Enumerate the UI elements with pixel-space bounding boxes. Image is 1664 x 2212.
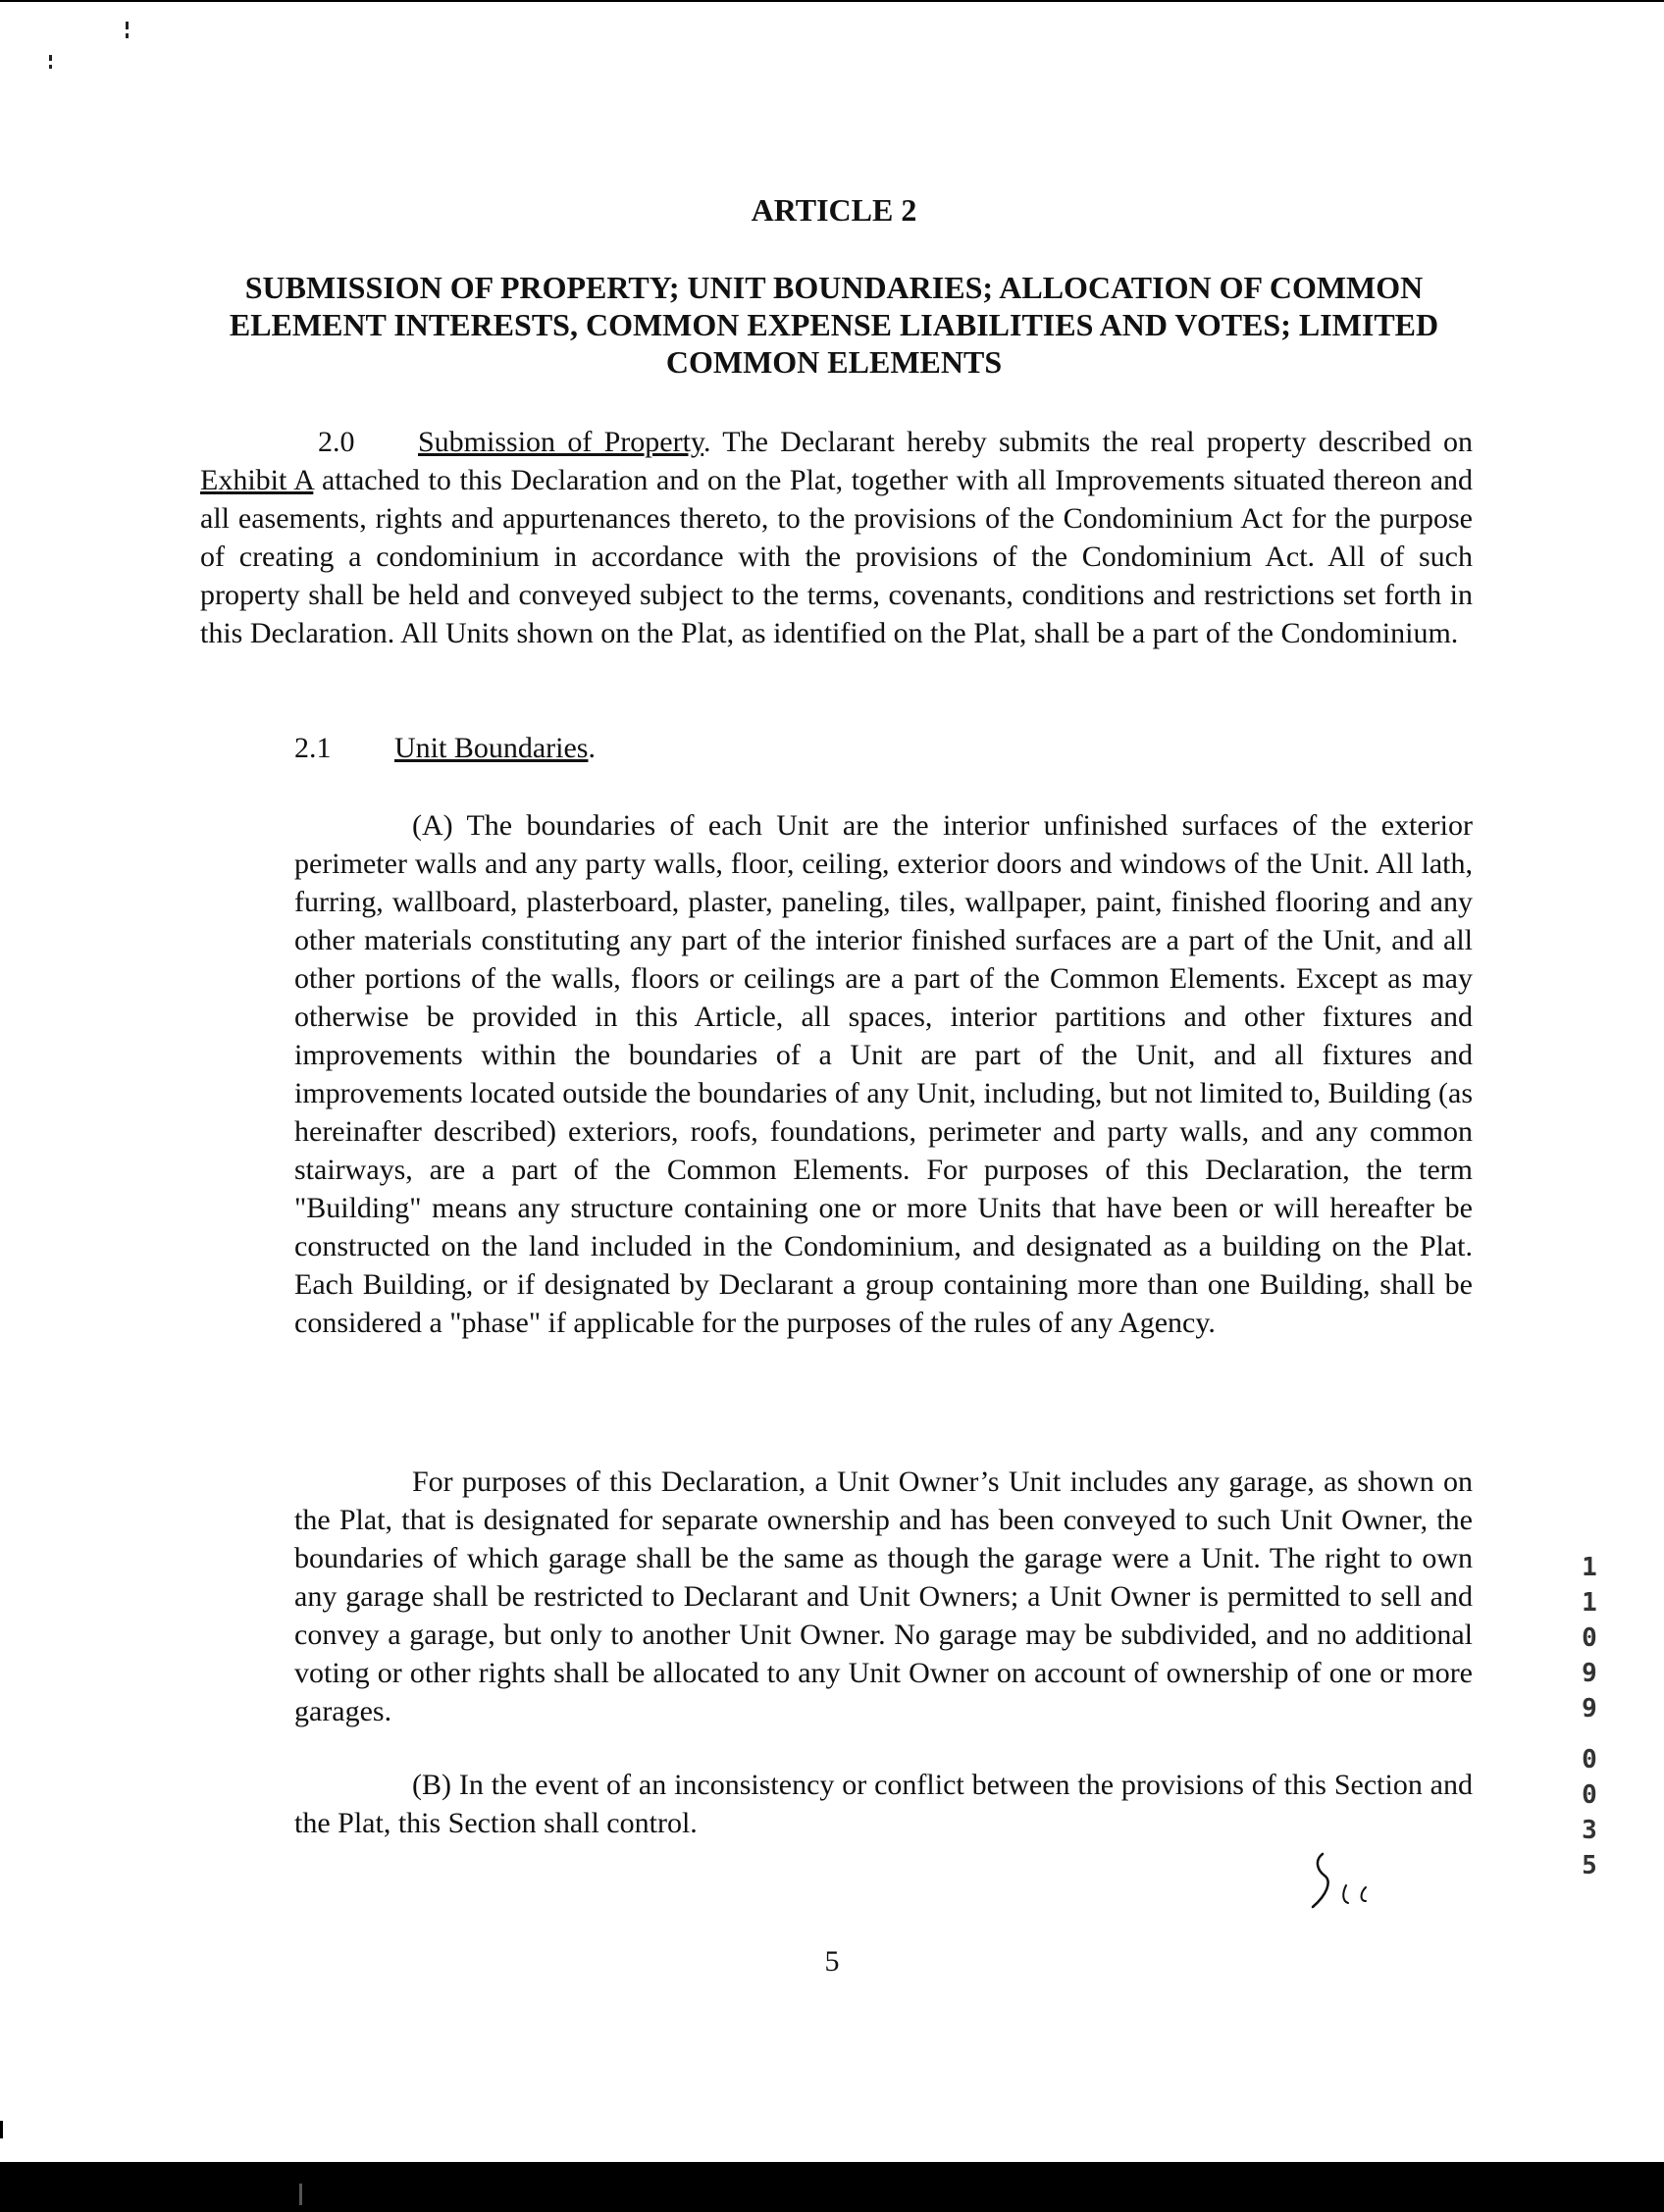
scan-speck bbox=[126, 22, 129, 29]
section-number: 2.0 bbox=[318, 426, 355, 458]
section-heading: Submission of Property bbox=[418, 426, 703, 458]
article-subtitle: SUBMISSION OF PROPERTY; UNIT BOUNDARIES; ALLOCATION OF COMMON ELEMENT INTERESTS, COMMON EXPENSE LIABILITIES AND VOTES; LIMITED COMMON ELEMENTS bbox=[229, 270, 1439, 380]
initials-signature bbox=[1305, 1846, 1393, 1915]
page-number: 5 bbox=[824, 1945, 840, 1978]
stamp-group-2 bbox=[1582, 1742, 1597, 1883]
section-text: . The Declarant hereby submits the real property described on bbox=[703, 426, 1473, 458]
section-number: 2.1 bbox=[294, 732, 332, 764]
heading-period: . bbox=[588, 732, 596, 764]
stamp-digit: 0 bbox=[1582, 1623, 1597, 1653]
stamp-digit: 0 bbox=[1582, 1745, 1597, 1775]
stamp-digit: 5 bbox=[1582, 1851, 1597, 1880]
scan-bottom-edge bbox=[0, 2162, 1664, 2212]
stamp-digit: 9 bbox=[1582, 1659, 1597, 1688]
paragraph-b: (B) In the event of an inconsistency or conflict between the provisions of this Section and the Plat, this Section shall control. bbox=[294, 1769, 1473, 1839]
scan-bottom-mark bbox=[299, 2184, 302, 2205]
scan-speck bbox=[126, 33, 129, 38]
stamp-digit: 3 bbox=[1582, 1816, 1597, 1845]
article-title: ARTICLE 2 bbox=[751, 192, 917, 228]
stamp-digit: 0 bbox=[1582, 1780, 1597, 1810]
scan-top-edge bbox=[0, 0, 1664, 2]
stamp-group-1 bbox=[1582, 1550, 1597, 1726]
section-2-0-paragraph bbox=[200, 423, 1473, 652]
stamp-digit: 9 bbox=[1582, 1694, 1597, 1723]
scan-left-mark bbox=[0, 2121, 3, 2138]
paragraph-garage: For purposes of this Declaration, a Unit Owner’s Unit includes any garage, as shown on the Plat, that is designated for separate ownership and has been conveyed to such Unit Owner, the boundaries of which garage shall be the same as though the garage were a Unit. The right to own any garage shall be restricted to Declarant and Unit Owners; a Unit Owner is permitted to sell and convey a garage, but only to another Unit Owner. No garage may be subdivided, and no additional voting or other rights shall be allocated to any Unit Owner on account of ownership of one or more garages. bbox=[294, 1466, 1473, 1727]
paragraph-a: (A) The boundaries of each Unit are the interior unfinished surfaces of the exterior perimeter walls and any party walls, floor, ceiling, exterior doors and windows of the Unit. All lath, furring, wallboard, plasterboard, plaster, paneling, tiles, wallpaper, paint, finished flooring and any other materials constituting any part of the interior finished surfaces are a part of the Unit, and all other portions of the walls, floors or ceilings are a part of the Common Elements. Except as may otherwise be provided in this Article, all spaces, interior partitions and other fixtures and improvements within the boundaries of a Unit are part of the Unit, and all fixtures and improvements located outside the boundaries of any Unit, including, but not limited to, Building (as hereinafter described) exteriors, roofs, foundations, perimeter and party walls, and any common stairways, are a part of the Common Elements. For purposes of this Declaration, the term "Building" means any structure containing one or more Units that have been or will hereafter be constructed on the land included in the Condominium, and designated as a building on the Plat. Each Building, or if designated by Declarant a group containing more than one Building, shall be considered a "phase" if applicable for the purposes of the rules of any Agency. bbox=[294, 809, 1473, 1339]
stamp-digit: 1 bbox=[1582, 1553, 1597, 1582]
exhibit-reference: Exhibit A bbox=[200, 464, 314, 496]
side-stamp bbox=[1570, 1550, 1609, 1883]
section-heading: Unit Boundaries bbox=[394, 732, 589, 764]
scan-speck bbox=[49, 55, 52, 61]
scan-speck bbox=[49, 65, 52, 69]
section-text: attached to this Declaration and on the Plat, together with all Improvements situated thereon and all easements, rights and appurtenances thereto, to the provisions of the Condominium Act for the purpose of creating a condominium in accordance with the provisions of the Condominium Act. All of such property shall be held and conveyed subject to the terms, covenants, conditions and restrictions set forth in this Declaration. All Units shown on the Plat, as identified on the Plat, shall be a part of the Condominium. bbox=[200, 464, 1474, 649]
stamp-digit: 1 bbox=[1582, 1588, 1597, 1618]
section-2-1-heading bbox=[294, 729, 687, 767]
